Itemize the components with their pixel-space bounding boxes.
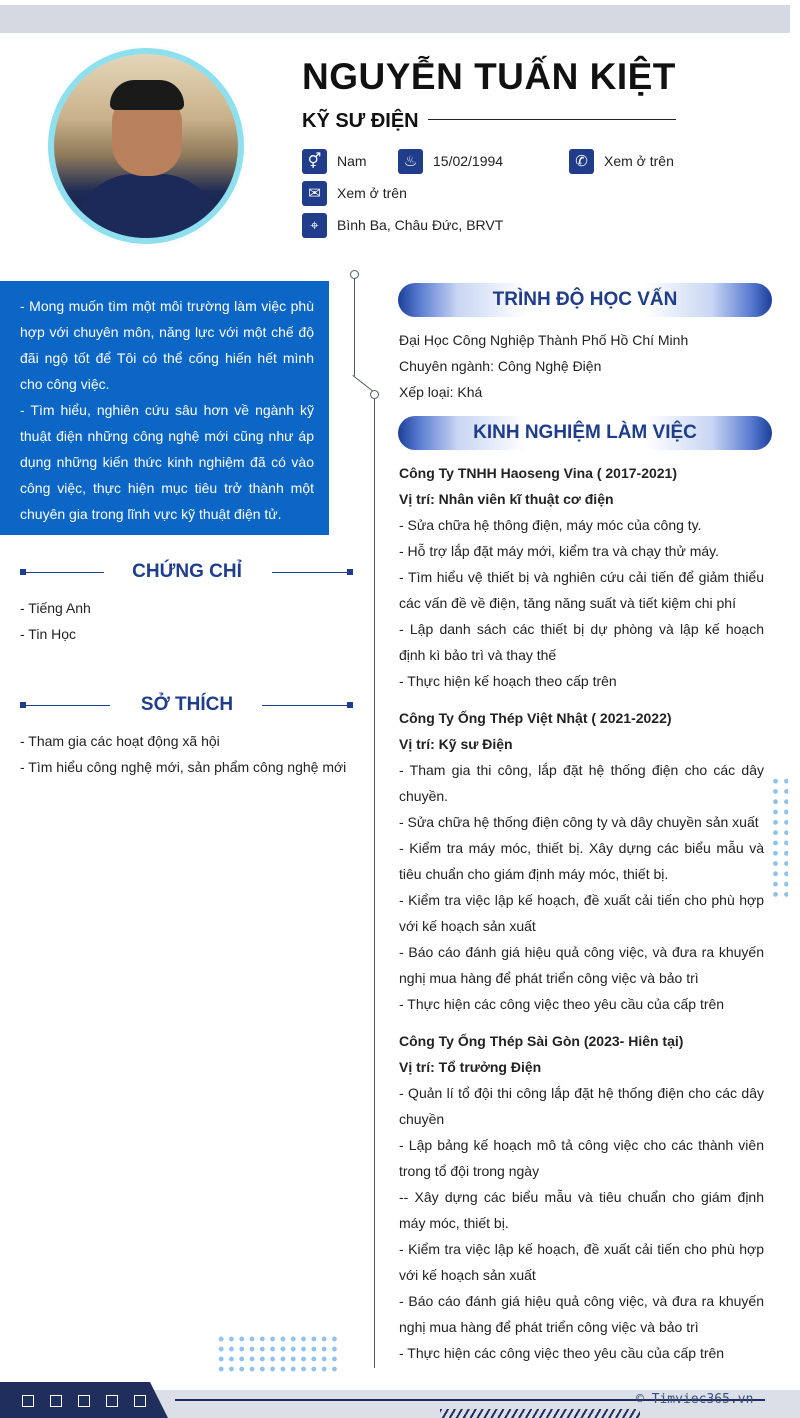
email-info xyxy=(302,180,407,206)
phone-icon: ✆ xyxy=(569,149,594,174)
section-rule xyxy=(272,572,352,573)
objective-line: - Tìm hiểu, nghiên cứu sâu hơn về ngành kỹ thuật điện những công nghệ mới cũng như áp dụng những kiến thức kinh nghiệm đã có vào công việc, thực hiện mục tiêu trở thành một chuyên gia trong lĩnh vực kỹ thuật điện tử. xyxy=(20,402,314,522)
job-entry xyxy=(399,460,764,694)
phone-info xyxy=(569,148,674,174)
footer-square xyxy=(78,1395,90,1407)
job-duty: - Thực hiện các công việc theo yêu cầu của cấp trên xyxy=(399,1345,725,1361)
company-name: Công Ty TNHH Haoseng Vina ( 2017-2021) xyxy=(399,465,677,481)
experience-title: KINH NGHIỆM LÀM VIỆC xyxy=(473,422,697,443)
decorative-dots xyxy=(770,776,788,900)
email-icon: ✉ xyxy=(302,181,327,206)
job-duty: - Hỗ trợ lắp đặt máy mới, kiểm tra và chạy thử máy. xyxy=(399,543,720,559)
footer-hatch xyxy=(440,1409,640,1418)
list-item: - Tìm hiểu công nghệ mới, sản phẩm công nghệ mới xyxy=(20,759,347,775)
job-title-divider xyxy=(428,119,676,120)
gender-value: Nam xyxy=(337,153,367,169)
location-pin-icon: ⌖ xyxy=(302,213,327,238)
hobbies-header xyxy=(20,694,354,718)
job-duty: -- Xây dựng các biểu mẫu và tiêu chuẩn cho giám định máy móc, thiết bị. xyxy=(399,1189,764,1231)
job-entry xyxy=(399,705,764,1017)
section-marker xyxy=(347,569,353,575)
footer-credit: © Timviec365.vn xyxy=(636,1392,754,1407)
job-title: KỸ SƯ ĐIỆN xyxy=(302,110,419,132)
education-grade: Xếp loại: Khá xyxy=(399,384,483,400)
timeline-line xyxy=(374,396,375,1368)
timeline-dot xyxy=(370,390,379,399)
footer-square xyxy=(22,1395,34,1407)
photo-body xyxy=(74,174,220,238)
job-duty: - Quản lí tổ đội thi công lắp đặt hệ thống điện cho các dây chuyền xyxy=(399,1085,764,1127)
avatar xyxy=(46,46,246,246)
job-duty: - Tìm hiểu vệ thiết bị và nghiên cứu cải tiến để giảm thiểu các vấn đề về điện, tăng năng suất và tiết kiệm chi phí xyxy=(399,569,764,611)
company-name: Công Ty Ống Thép Sài Gòn (2023- Hiên tại) xyxy=(399,1033,684,1049)
footer-square xyxy=(106,1395,118,1407)
footer-square xyxy=(134,1395,146,1407)
career-objective xyxy=(0,281,329,535)
list-item: - Tin Học xyxy=(20,626,77,642)
certificates-list xyxy=(20,595,91,647)
objective-line: - Mong muốn tìm một môi trường làm việc phù hợp với chuyên môn, năng lực với một chế độ đãi ngộ tốt để Tôi có thể cống hiến hết mình cho công việc. xyxy=(20,298,314,392)
top-bar xyxy=(0,5,790,33)
decorative-dots xyxy=(216,1334,340,1374)
job-duty: - Kiểm tra máy móc, thiết bị. Xây dựng các biểu mẫu và tiêu chuẩn cho giám định máy móc, thiết bị. xyxy=(399,840,764,882)
section-marker xyxy=(347,702,353,708)
job-duty: - Thực hiện kế hoạch theo cấp trên xyxy=(399,673,617,689)
birthday-info xyxy=(398,148,503,174)
job-duty: - Lập danh sách các thiết bị dự phòng và lập kế hoạch định kì bảo trì và thay thế xyxy=(399,621,764,663)
job-duty: - Lập bảng kế hoạch mô tả công việc cho các thành viên trong tổ đội trong ngày xyxy=(399,1137,764,1179)
job-duty: - Thực hiện các công việc theo yêu cầu của cấp trên xyxy=(399,996,725,1012)
birthday-cake-icon: ♨ xyxy=(398,149,423,174)
job-duty: - Kiểm tra việc lập kế hoạch, đề xuất cải tiến cho phù hợp với kế hoạch sản xuất xyxy=(399,892,764,934)
experience-banner xyxy=(398,416,772,450)
timeline-dot xyxy=(350,270,359,279)
certificates-header xyxy=(20,561,354,585)
job-position: Vị trí: Nhân viên kĩ thuật cơ điện xyxy=(399,491,614,507)
job-duty: - Sửa chữa hệ thống điện công ty và dây chuyền sản xuất xyxy=(399,814,759,830)
timeline-line xyxy=(354,276,355,376)
education-major: Chuyên ngành: Công Nghệ Điện xyxy=(399,358,602,374)
job-duty: - Kiểm tra việc lập kế hoạch, đề xuất cải tiến cho phù hợp với kế hoạch sản xuất xyxy=(399,1241,764,1283)
education-title: TRÌNH ĐỘ HỌC VẤN xyxy=(492,289,678,310)
photo-hair xyxy=(110,80,184,110)
job-duty: - Báo cáo đánh giá hiệu quả công việc, và đưa ra khuyến nghị mua hàng để phát triển công việc và bảo trì xyxy=(399,944,764,986)
email-value: Xem ở trên xyxy=(337,185,407,201)
hobbies-title: SỞ THÍCH xyxy=(140,694,234,715)
address-value: Bình Ba, Châu Đức, BRVT xyxy=(337,217,504,233)
job-entry xyxy=(399,1028,764,1366)
profile-photo xyxy=(54,54,238,238)
job-duty: - Tham gia thi công, lắp đặt hệ thống điện cho các dây chuyền. xyxy=(399,762,764,804)
phone-value: Xem ở trên xyxy=(604,153,674,169)
footer-square xyxy=(50,1395,62,1407)
section-rule xyxy=(262,705,352,706)
gender-info xyxy=(302,148,367,174)
company-name: Công Ty Ống Thép Việt Nhật ( 2021-2022) xyxy=(399,710,672,726)
job-position: Vị trí: Tổ trưởng Điện xyxy=(399,1059,542,1075)
address-info xyxy=(302,212,503,238)
footer xyxy=(0,1382,800,1418)
list-item: - Tham gia các hoạt động xã hội xyxy=(20,733,220,749)
education-details xyxy=(399,327,764,405)
education-school: Đại Học Công Nghiệp Thành Phố Hồ Chí Minh xyxy=(399,332,689,348)
job-duty: - Sửa chữa hệ thông điện, máy móc của công ty. xyxy=(399,517,702,533)
job-duty: - Báo cáo đánh giá hiệu quả công việc, và đưa ra khuyến nghị mua hàng để phát triển công việc và bảo trì xyxy=(399,1293,764,1335)
birthday-value: 15/02/1994 xyxy=(433,153,504,169)
education-banner xyxy=(398,283,772,317)
hobbies-list xyxy=(20,728,346,780)
candidate-name: NGUYỄN TUẤN KIỆT xyxy=(302,56,676,97)
job-position: Vị trí: Kỹ sư Điện xyxy=(399,736,513,752)
list-item: - Tiếng Anh xyxy=(20,600,91,616)
certificates-title: CHỨNG CHỈ xyxy=(132,561,242,582)
gender-icon: ⚥ xyxy=(302,149,327,174)
